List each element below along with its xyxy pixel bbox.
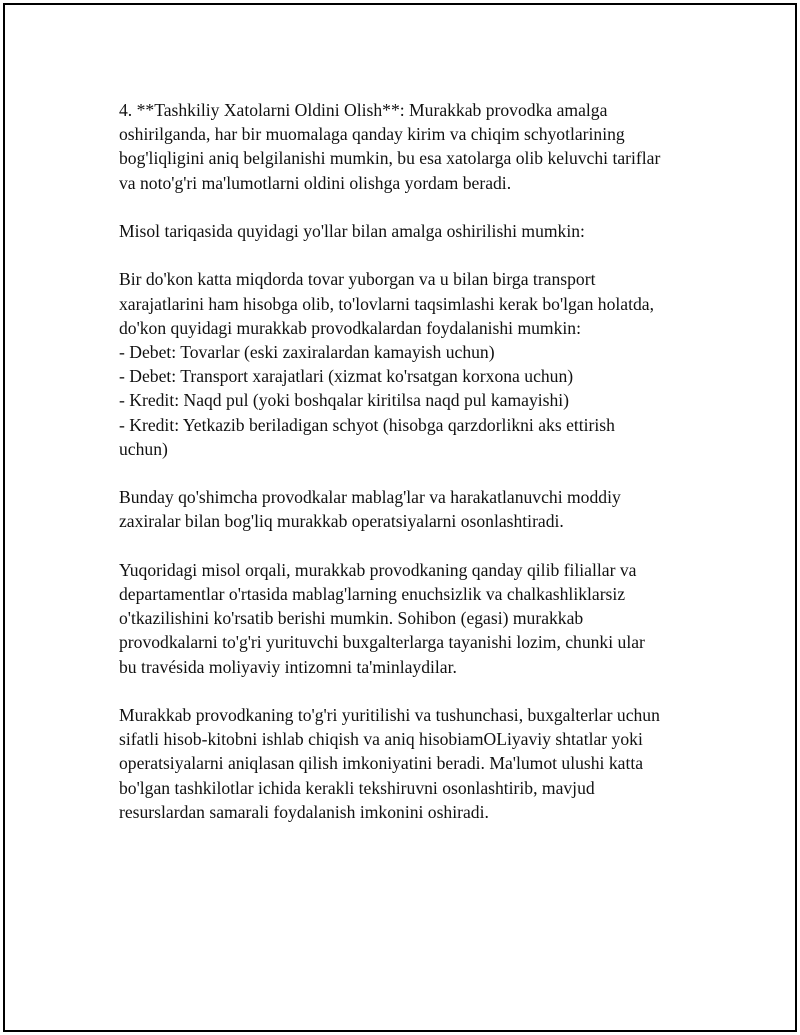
text-line: bog'liqligini aniq belgilanishi mumkin, bu esa xatolarga olib keluvchi tariflar	[119, 148, 661, 169]
list-item-debit-transport: - Debet: Transport xarajatlari (xizmat ko'rsatgan korxona uchun)	[119, 366, 574, 387]
paragraph-additional-entries	[119, 485, 699, 533]
paragraph-prevention-of-errors	[119, 98, 699, 195]
text-line: oshirilganda, har bir muomalaga qanday kirim va chiqim schyotlarining	[119, 124, 625, 145]
text-line: sifatli hisob-kitobni ishlab chiqish va aniq hisobiamOLiyaviy shtatlar yoki	[119, 729, 643, 750]
text-line: xarajatlarini ham hisobga olib, to'lovlarni taqsimlashi kerak bo'lgan holatda,	[119, 293, 654, 314]
text-line: Murakkab provodkaning to'g'ri yuritilishi va tushunchasi, buxgalterlar uchun	[119, 705, 660, 725]
text-line: bu travésida moliyaviy intizomni ta'minlaydilar.	[119, 656, 457, 677]
text-line: zaxiralar bilan bog'liq murakkab operatsiyalarni osonlashtiradi.	[119, 511, 564, 532]
paragraph-example-entries	[119, 267, 699, 461]
paragraph-example-intro	[119, 219, 699, 243]
list-item-credit-cash: - Kredit: Naqd pul (yoki boshqalar kiritilsa naqd pul kamayishi)	[119, 390, 570, 411]
text-line: operatsiyalarni aniqlasan qilish imkoniyatini beradi. Ma'lumot ulushi katta	[119, 753, 644, 774]
document-page	[3, 3, 797, 1032]
text-line: Yuqoridagi misol orqali, murakkab provodkaning qanday qilib filiallar va	[119, 559, 637, 580]
paragraph-conclusion	[119, 703, 699, 824]
text-line: resurslardan samarali foydalanish imkonini oshiradi.	[119, 801, 489, 822]
text-line: Bir do'kon katta miqdorda tovar yuborgan va u bilan birga transport	[119, 269, 596, 290]
list-item-credit-payable: - Kredit: Yetkazib beriladigan schyot (hisobga qarzdorlikni aks ettirish	[119, 414, 615, 435]
text-line: departamentlar o'rtasida mablag'larning enuchsizlik va chalkashliklarsiz	[119, 584, 626, 604]
text-line: 4. **Tashkiliy Xatolarni Oldini Olish**: Murakkab provodka amalga	[119, 100, 608, 120]
text-line: o'tkazilishini ko'rsatib berishi mumkin. Sohibon (egasi) murakkab	[119, 608, 584, 629]
text-line: provodkalarni to'g'ri yurituvchi buxgalterlarga tayanishi lozim, chunki ular	[119, 632, 645, 653]
text-line: Bunday qo'shimcha provodkalar mablag'lar va harakatlanuvchi moddiy	[119, 487, 621, 508]
text-line: uchun)	[119, 438, 168, 459]
list-item-debit-goods: - Debet: Tovarlar (eski zaxiralardan kamayish uchun)	[119, 342, 495, 362]
document-body	[119, 98, 699, 848]
text-line: Misol tariqasida quyidagi yo'llar bilan amalga oshirilishi mumkin:	[119, 221, 585, 241]
text-line: do'kon quyidagi murakkab provodkalardan foydalanishi mumkin:	[119, 317, 581, 338]
text-line: va noto'g'ri ma'lumotlarni oldini olishga yordam beradi.	[119, 172, 512, 193]
paragraph-branches-example	[119, 558, 699, 679]
text-line: bo'lgan tashkilotlar ichida kerakli tekshiruvni osonlashtirib, mavjud	[119, 777, 595, 798]
